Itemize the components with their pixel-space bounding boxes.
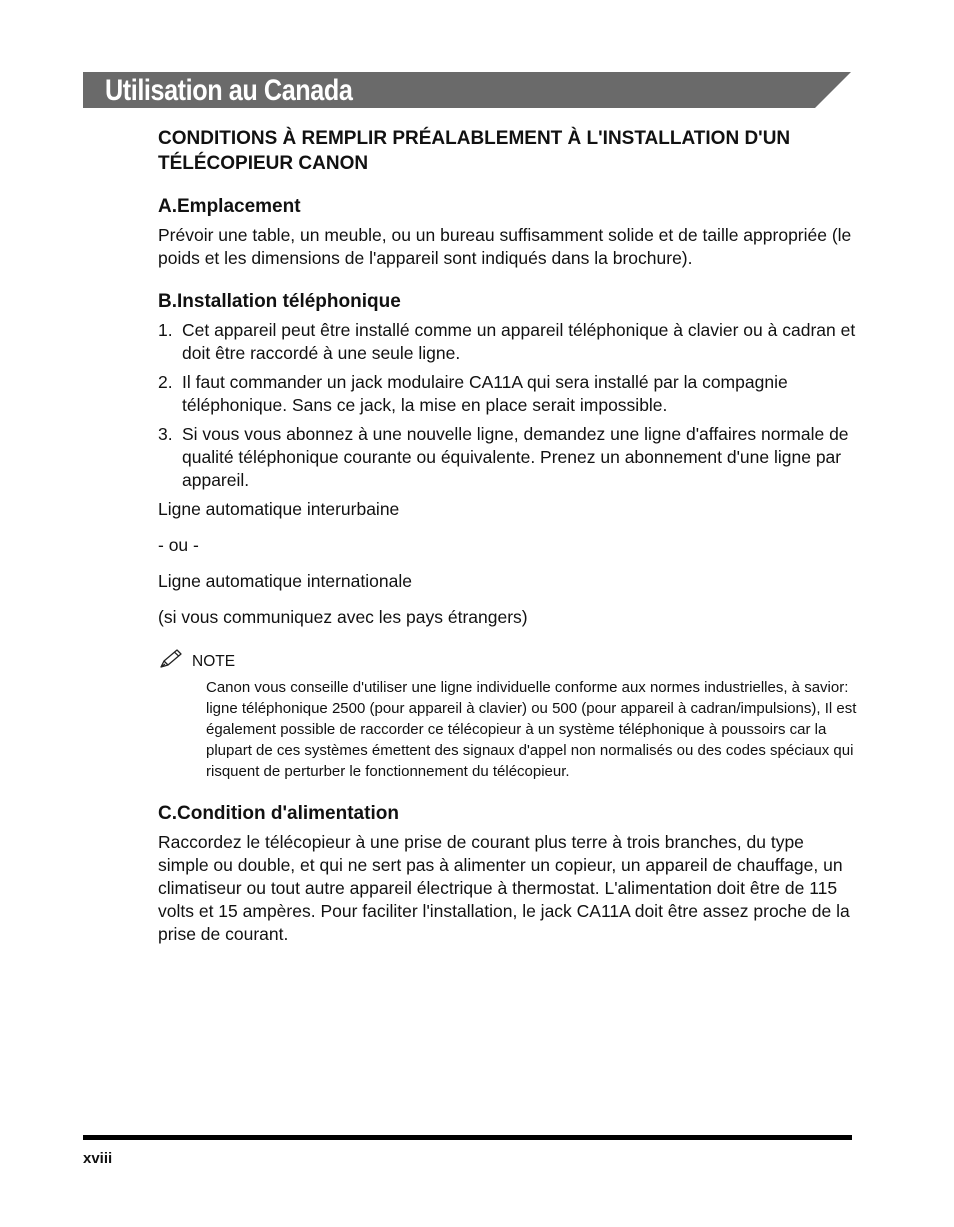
note-text: Canon vous conseille d'utiliser une ligne individuelle conforme aux normes industrielles, à savior: ligne téléphonique 2500 (pour appareil à clavier) ou 500 (pour appareil à cadran/impulsions), Il est également possible de raccorder ce télécopieur à un système téléphonique à poussoirs car la plupart de ces systèmes émettent des signaux d'appel non normalisés ou des codes spéciaux qui risquent de perturber le fonctionnement du télécopieur. <box>206 679 857 780</box>
note-label: NOTE <box>192 653 236 670</box>
note-header <box>158 648 858 676</box>
list-item-text: Il faut commander un jack modulaire CA11A qui sera installé par la compagnie téléphonique. Sans ce jack, la mise en place serait impossible. <box>182 372 788 415</box>
main-heading: CONDITIONS À REMPLIR PRÉALABLEMENT À L'INSTALLATION D'UN TÉLÉCOPIEUR CANON <box>158 128 791 174</box>
footer-rule <box>83 1135 852 1140</box>
list-item-text: Si vous vous abonnez à une nouvelle ligne, demandez une ligne d'affaires normale de qualité téléphonique courante ou équivalente. Prenez un abonnement d'une ligne par appareil. <box>182 424 849 490</box>
line-ou: - ou - <box>158 535 199 555</box>
list-item-number: 2. <box>158 372 173 392</box>
line-internationale: Ligne automatique internationale <box>158 571 412 591</box>
page-number: xviii <box>83 1150 113 1167</box>
section-c-heading: C.Condition d'alimentation <box>158 803 399 824</box>
section-b-heading: B.Installation téléphonique <box>158 291 401 312</box>
list-item <box>158 319 858 365</box>
title-banner <box>83 72 851 108</box>
page-content <box>158 126 858 946</box>
list-item <box>158 423 858 492</box>
list-item-number: 3. <box>158 424 173 444</box>
pencil-icon <box>158 648 192 676</box>
line-pays-etrangers: (si vous communiquez avec les pays étrangers) <box>158 607 528 627</box>
list-item <box>158 371 858 417</box>
page-title: Utilisation au Canada <box>105 74 353 107</box>
numbered-list <box>158 319 858 492</box>
section-a-heading: A.Emplacement <box>158 196 301 217</box>
note-block <box>158 648 858 782</box>
list-item-text: Cet appareil peut être installé comme un appareil téléphonique à clavier ou à cadran et doit être raccordé à une seule ligne. <box>182 320 856 363</box>
section-c-text: Raccordez le télécopieur à une prise de courant plus terre à trois branches, du type simple ou double, et qui ne sert pas à alimenter un copieur, un appareil de chauffage, un climatiseur ou tout autre appareil électrique à thermostat. L'alimentation doit être de 115 volts et 15 ampères. Pour faciliter l'installation, le jack CA11A doit être assez proche de la prise de courant. <box>158 832 850 944</box>
list-item-number: 1. <box>158 320 173 340</box>
line-interurbaine: Ligne automatique interurbaine <box>158 499 400 519</box>
section-a-text: Prévoir une table, un meuble, ou un bureau suffisamment solide et de taille appropriée (le poids et les dimensions de l'appareil sont indiqués dans la brochure). <box>158 225 852 268</box>
